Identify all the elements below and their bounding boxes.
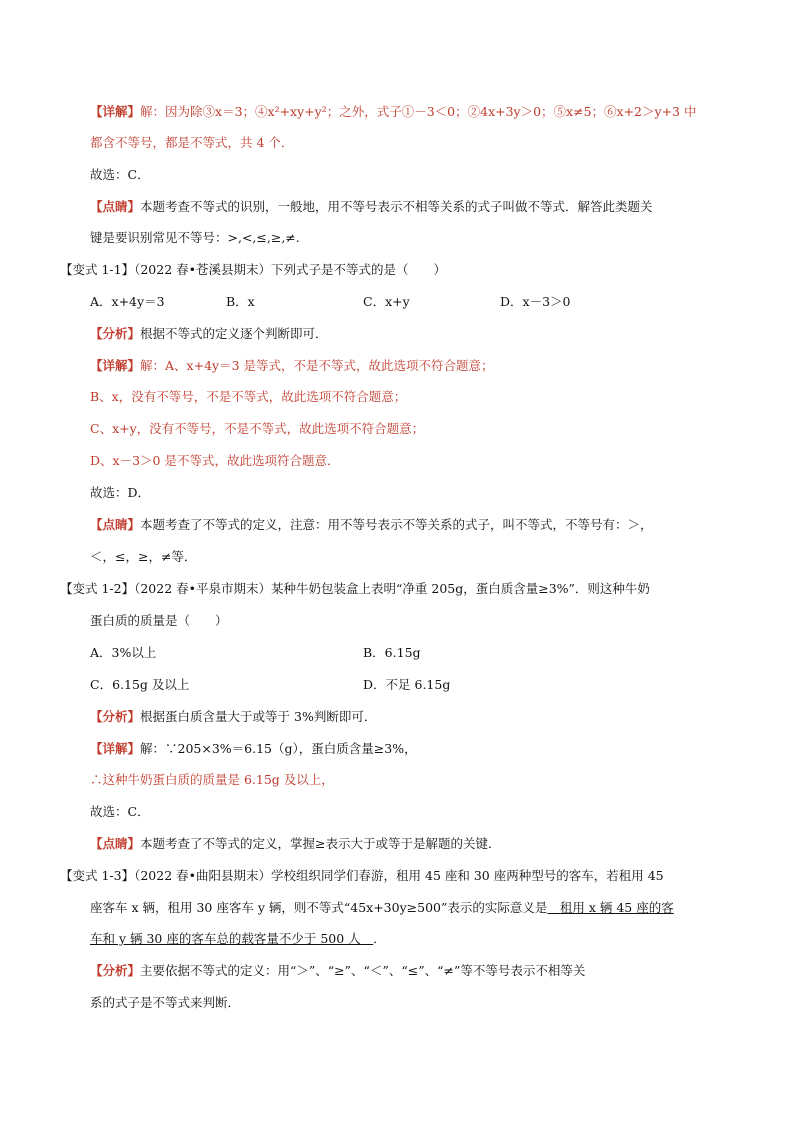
detail-tag: 【详解】 [90,358,141,373]
q12-detail-1 [90,740,417,758]
q11-option-a: A．x+4y＝3 [90,294,165,309]
detail-text: 解：A、x+4y＝3 是等式，不是不等式，故此选项不符合题意； [140,358,494,373]
comment-tag: 【点睛】 [90,836,141,851]
q11-analysis [90,325,328,343]
detail-line-2: 都含不等号，都是不等式，共 4 个． [90,135,294,150]
analysis-text: 根据不等式的定义逐个判断即可． [140,326,328,341]
q12-option-b: B．6.15g [363,645,421,660]
question-text: 座客车 x 辆，租用 30 座客车 y 辆，则不等式“45x+30y≥500”表示的实际意义是 [90,900,548,915]
q11-option-c: C．x+y [363,294,410,309]
q11-detail-3: C、x+y，没有不等号，不是不等式，故此选项不符合题意； [90,421,425,436]
detail-tag: 【详解】 [90,104,141,119]
q12-option-d: D．不足 6.15g [363,677,451,692]
question-1-1-title: 【变式 1-1】（2022 春•苍溪县期末）下列式子是不等式的是（ ） [60,262,447,277]
q11-comment-1 [90,516,653,534]
q11-option-b: B．x [226,294,255,309]
analysis-tag: 【分析】 [90,963,141,978]
question-1-3-title-3 [90,930,386,948]
comment-text: 本题考查不等式的识别，一般地，用不等号表示不相等关系的式子叫做不等式．解答此类题关 [140,199,653,214]
answer-blank: 车和 y 辆 30 座的客车总的载客量不少于 500 人 [90,931,374,946]
detail-line-1 [90,103,696,121]
q11-detail-4: D、x－3＞0 是不等式，故此选项符合题意． [90,453,340,468]
q12-answer: 故选：C． [90,804,150,819]
q13-analysis-1 [90,962,585,980]
analysis-tag: 【分析】 [90,326,141,341]
q11-detail-1 [90,357,494,375]
period: ． [373,931,386,946]
question-1-3-title-2 [90,899,674,917]
q12-option-c: C．6.15g 及以上 [90,677,190,692]
q12-option-a: A．3%以上 [90,645,157,660]
comment-tag: 【点睛】 [90,199,141,214]
q13-analysis-2: 系的式子是不等式来判断． [90,995,241,1010]
question-1-2-title-1: 【变式 1-2】（2022 春•平泉市期末）某种牛奶包装盒上表明“净重 205g，蛋白质含量≥3%”．则这种牛奶 [60,581,650,596]
analysis-text: 主要依据不等式的定义：用“＞”、“≥”、“＜”、“≤”、“≠”等不等号表示不相等关 [140,963,586,978]
comment-line-2: 键是要识别常见不等号：>,<,≤,≥,≠. [90,230,300,245]
answer-blank: 租用 x 辆 45 座的客 [547,900,674,915]
detail-tag: 【详解】 [90,741,141,756]
q11-answer: 故选：D． [90,485,151,500]
q12-detail-2: ∴这种牛奶蛋白质的质量是 6.15g 及以上， [90,772,334,787]
analysis-text: 根据蛋白质含量大于或等于 3%判断即可． [140,709,377,724]
answer-line: 故选：C． [90,167,150,182]
q11-option-d: D．x－3＞0 [500,294,571,309]
comment-text: 本题考查了不等式的定义，注意：用不等号表示不等关系的式子，叫不等式，不等号有：＞， [140,517,653,532]
question-1-2-title-2: 蛋白质的质量是（ ） [90,613,228,628]
detail-text: 解：因为除③x＝3；④x²+xy+y²；之外，式子①－3＜0；②4x+3y＞0；⑤x≠5；⑥x+2＞y+3 中 [140,104,697,119]
q12-comment [90,835,501,853]
q12-analysis [90,708,376,726]
question-1-3-title-1: 【变式 1-3】（2022 春•曲阳县期末）学校组织同学们春游，租用 45 座和 30 座两种型号的客车，若租用 45 [60,868,664,883]
q11-detail-2: B、x，没有不等号，不是不等式，故此选项不符合题意； [90,389,407,404]
comment-line-1 [90,198,653,216]
analysis-tag: 【分析】 [90,709,141,724]
comment-text: 本题考查了不等式的定义，掌握≥表示大于或等于是解题的关键． [140,836,501,851]
detail-text: 解：∵205×3%＝6.15（g），蛋白质含量≥3%， [140,741,417,756]
q11-comment-2: ＜，≤，≥，≠等． [90,549,197,564]
comment-tag: 【点睛】 [90,517,141,532]
